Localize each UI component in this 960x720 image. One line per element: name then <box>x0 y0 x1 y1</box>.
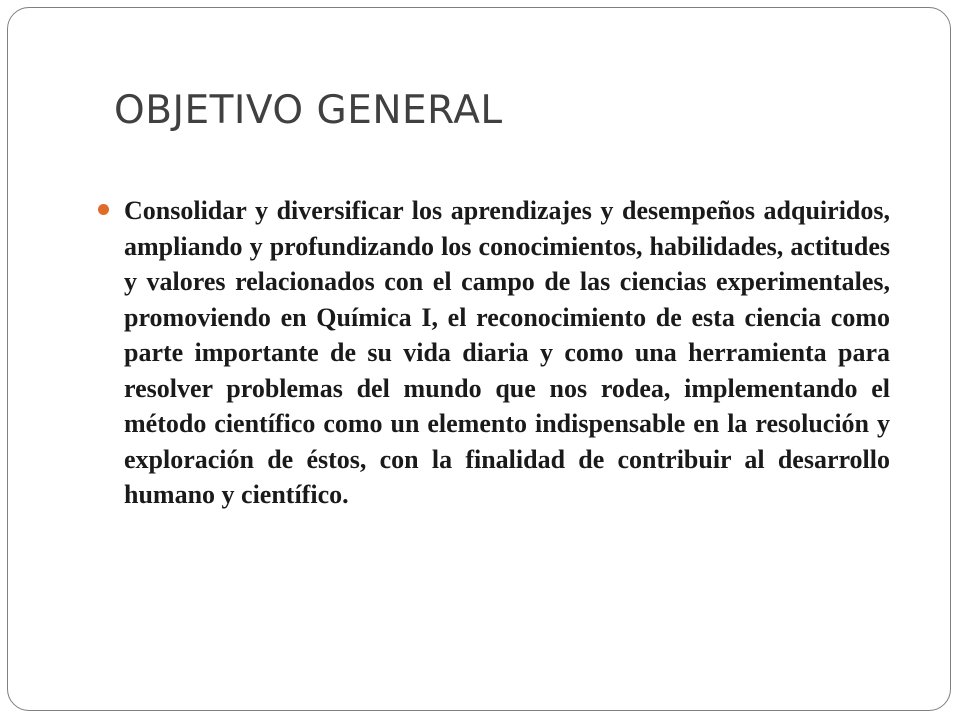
bullet-text: Consolidar y diversificar los aprendizajes y desempeños adquiridos, ampliando y profundizando los conocimientos, habilidades, actitudes y valores relacionados con el campo de las ciencias experimentales, promoviendo en Química I, el reconocimiento de esta ciencia como parte importante de su vida diaria y como una herramienta para resolver problemas del mundo que nos rodea, implementando el método científico como un elemento indispensable en la resolución y exploración de éstos, con la finalidad de contribuir al desarrollo humano y científico. <box>124 196 890 509</box>
slide-title: OBJETIVO GENERAL <box>114 88 503 133</box>
slide-frame <box>7 7 951 711</box>
bullet-item <box>94 193 890 513</box>
bullet-list <box>94 193 890 513</box>
bullet-dot-icon <box>98 204 109 215</box>
